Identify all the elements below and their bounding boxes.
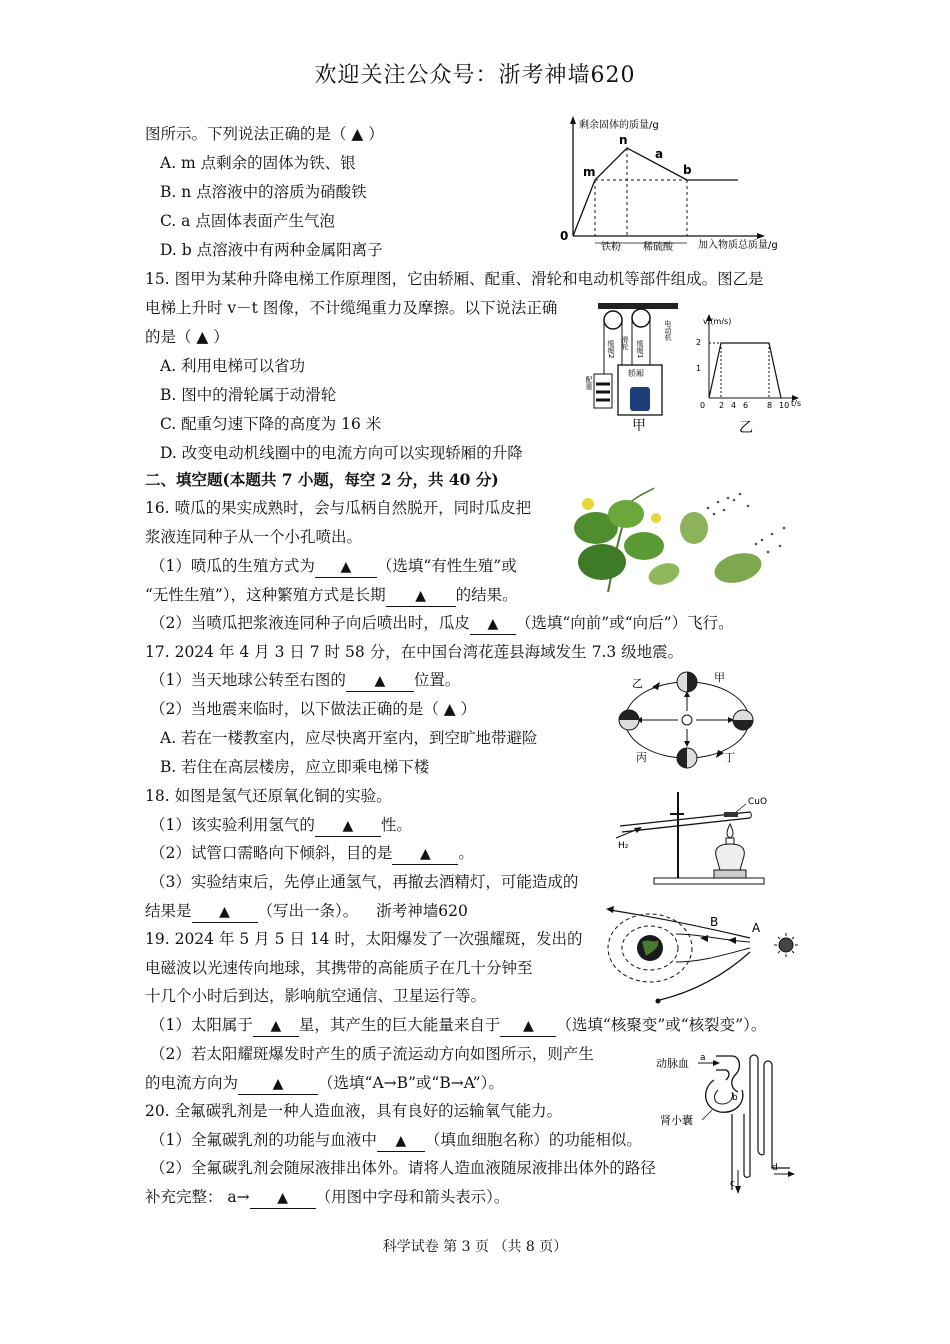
nephron-label-d: d (772, 1163, 778, 1173)
answer-blank[interactable]: ▲ (346, 671, 414, 692)
q15-vt-ytick-1: 1 (696, 364, 702, 373)
q15-pulley-label: 滑轮 (621, 336, 629, 350)
q19-line2: 电磁波以光速传向地球，其携带的高能质子在几十分钟至 (145, 959, 533, 977)
nephron-label-a: a (700, 1053, 706, 1063)
q15-vt-xtick-6: 6 (743, 401, 749, 410)
q15-vt-xtick-8: 8 (767, 401, 773, 410)
orbit-label-yi: 乙 (632, 677, 643, 690)
q15-caption-b: 乙 (739, 420, 753, 436)
q15-line3: 的是（ ▲ ） (145, 328, 229, 346)
section-fill-in-title: 二、填空题(本题共 7 小题，每空 2 分，共 40 分) (145, 470, 499, 489)
q14-option-d: D. b 点溶液中有两种金属阳离子 (160, 241, 383, 259)
answer-blank[interactable]: ▲ (377, 1131, 425, 1152)
q15-counterweight-label: 配重 (585, 376, 593, 390)
q19-part2-line1: （2）若太阳耀斑爆发时产生的质子流运动方向如图所示，则产生 (150, 1045, 594, 1063)
q15-motor-label: 电动机 (664, 320, 672, 341)
q15-vt-xtick-10: 10 (779, 401, 790, 410)
q20-part2-line2: 补充完整： a→ ▲ （用图中字母和箭头表示）。 (145, 1187, 509, 1209)
squirting-cucumber-picture (568, 484, 790, 594)
orbit-label-jia: 甲 (714, 671, 725, 684)
q14-point-b: b (683, 163, 692, 177)
q17-option-a: A. 若在一楼教室内，应尽快离开室内，到空旷地带避险 (160, 729, 538, 747)
q18-part1: （1）该实验利用氢气的 ▲ 性。 (150, 815, 412, 837)
earth-orbit-diagram (612, 665, 770, 773)
q18-part2: （2）试管口需略向下倾斜，目的是 ▲ 。 (150, 843, 474, 865)
q15-option-a: A. 利用电梯可以省功 (160, 357, 306, 375)
h2-label: H₂ (618, 841, 629, 851)
q20-part1: （1）全氟碳乳剂的功能与血液中 ▲ （填血细胞名称）的功能相似。 (150, 1130, 642, 1152)
q14-point-a: a (655, 147, 664, 161)
q14-option-b: B. n 点溶液中的溶质为硝酸铁 (160, 183, 367, 201)
answer-blank[interactable]: ▲ (253, 1016, 299, 1037)
q14-point-m: m (583, 165, 596, 179)
artery-label: 动脉血 (656, 1057, 689, 1070)
q14-point-n: n (619, 133, 628, 147)
hydrogen-reduction-apparatus (612, 786, 777, 890)
q16-part2: （2）当喷瓜把浆液连同种子向后喷出时，瓜皮 ▲ （选填“向前”或“向后”）飞行。 (150, 613, 734, 635)
q15-vt-graph (695, 312, 810, 438)
page-header: 欢迎关注公众号：浙考神墙620 (314, 63, 636, 88)
q15-vt-xtick-2: 2 (719, 401, 725, 410)
answer-blank[interactable]: ▲ (192, 902, 258, 923)
q19-part1: （1）太阳属于 ▲ 星，其产生的巨大能量来自于 ▲ （选填“核聚变”或“核裂变”）。 (150, 1015, 766, 1037)
q15-option-c: C. 配重匀速下降的高度为 16 米 (160, 415, 382, 433)
answer-blank[interactable]: ▲ (315, 557, 377, 578)
answer-blank[interactable]: ▲ (315, 816, 381, 837)
q14-xlabel: 加入物质总质量/g (698, 240, 778, 251)
flare-label-b: B (710, 915, 719, 929)
q17-part1: （1）当天地球公转至右图的 ▲ 位置。 (150, 670, 460, 692)
q19-part2-line2: 的电流方向为 ▲ （选填“A→B”或“B→A”）。 (145, 1073, 504, 1095)
q18-part3-line2: 结果是 ▲ （写出一条）。 浙考神墙620 (145, 901, 468, 923)
answer-blank[interactable]: ▲ (250, 1188, 316, 1209)
q15-line2: 电梯上升时 v－t 图像，不计缆绳重力及摩擦。以下说法正确 (145, 299, 558, 317)
q20-line1: 20. 全氟碳乳剂是一种人造血液，具有良好的运输氧气能力。 (145, 1102, 563, 1120)
q14-seg-iron: 铁粉 (601, 242, 621, 253)
q14-stem: 图所示。下列说法正确的是（ ▲ ） (145, 125, 384, 143)
q15-cable1-label: 缆绳1 (636, 340, 644, 359)
q18-line1: 18. 如图是氢气还原氧化铜的实验。 (145, 787, 392, 805)
q15-option-b: B. 图中的滑轮属于动滑轮 (160, 386, 337, 404)
answer-blank[interactable]: ▲ (470, 614, 516, 635)
page-footer: 科学试卷 第 3 页 （共 8 页） (382, 1239, 568, 1255)
nephron-label-b: b (732, 1093, 738, 1103)
q14-ylabel: 剩余固体的质量/g (579, 120, 659, 131)
solar-flare-diagram (600, 900, 805, 1010)
q14-origin: 0 (560, 229, 569, 243)
nephron-diagram (650, 1050, 800, 1200)
q14-seg-acid: 稀硫酸 (643, 242, 673, 253)
q17-part2: （2）当地震来临时，以下做法正确的是（ ▲ ） (150, 700, 477, 718)
q14-option-a: A. m 点剩余的固体为铁、银 (160, 154, 356, 172)
q14-option-c: C. a 点固体表面产生气泡 (160, 212, 335, 230)
cuo-label: CuO (748, 797, 768, 807)
flare-label-a: A (752, 921, 761, 935)
q17-line1: 17. 2024 年 4 月 3 日 7 时 58 分，在中国台湾花莲县海域发生 7.3 级地震。 (145, 643, 684, 661)
q15-vt-ylabel: v/(m/s) (703, 317, 732, 326)
orbit-label-bing: 丙 (636, 751, 647, 764)
q18-part3-line1: （3）实验结束后，先停止通氢气，再撤去酒精灯，可能造成的 (150, 873, 579, 891)
q19-line1: 19. 2024 年 5 月 5 日 14 时，太阳爆发了一次强耀斑，发出的 (145, 930, 583, 948)
nephron-label-c: c (730, 1179, 735, 1189)
q15-line1: 15. 图甲为某种升降电梯工作原理图，它由轿厢、配重、滑轮和电动机等部件组成。图乙是 (145, 270, 764, 288)
q15-car-label: 轿厢 (628, 369, 644, 378)
q16-part1-line1: （1）喷瓜的生殖方式为 ▲ （选填“有性生殖”或 (150, 556, 517, 578)
watermark-text: 浙考神墙620 (376, 902, 468, 920)
q15-vt-xlabel: t/s (791, 399, 801, 408)
q19-line3: 十几个小时后到达，影响航空通信、卫星运行等。 (145, 987, 487, 1005)
q16-part1-line2: “无性生殖”），这种繁殖方式是长期 ▲ 的结果。 (145, 585, 518, 607)
q17-option-b: B. 若住在高层楼房，应立即乘电梯下楼 (160, 758, 430, 776)
q15-vt-xtick-0: 0 (700, 401, 706, 410)
q20-part2-line1: （2）全氟碳乳剂会随尿液排出体外。请将人造血液随尿液排出体外的路径 (150, 1159, 656, 1177)
answer-blank[interactable]: ▲ (500, 1016, 556, 1037)
q15-vt-xtick-4: 4 (731, 401, 737, 410)
answer-blank[interactable]: ▲ (392, 844, 458, 865)
capsule-label: 肾小囊 (660, 1114, 693, 1127)
q16-line1: 16. 喷瓜的果实成熟时，会与瓜柄自然脱开，同时瓜皮把 (145, 499, 532, 517)
q15-vt-ytick-2: 2 (696, 338, 702, 347)
q16-line2: 浆液连同种子从一个小孔喷出。 (145, 528, 363, 546)
orbit-label-ding: 丁 (724, 751, 735, 764)
q15-elevator-diagram (585, 300, 688, 440)
q15-option-d: D. 改变电动机线圈中的电流方向可以实现轿厢的升降 (160, 444, 523, 462)
answer-blank[interactable]: ▲ (238, 1074, 318, 1095)
answer-blank[interactable]: ▲ (386, 586, 456, 607)
q15-caption-a: 甲 (632, 418, 646, 434)
q15-cable2-label: 缆绳2 (607, 340, 615, 359)
q14-graph (555, 112, 795, 257)
